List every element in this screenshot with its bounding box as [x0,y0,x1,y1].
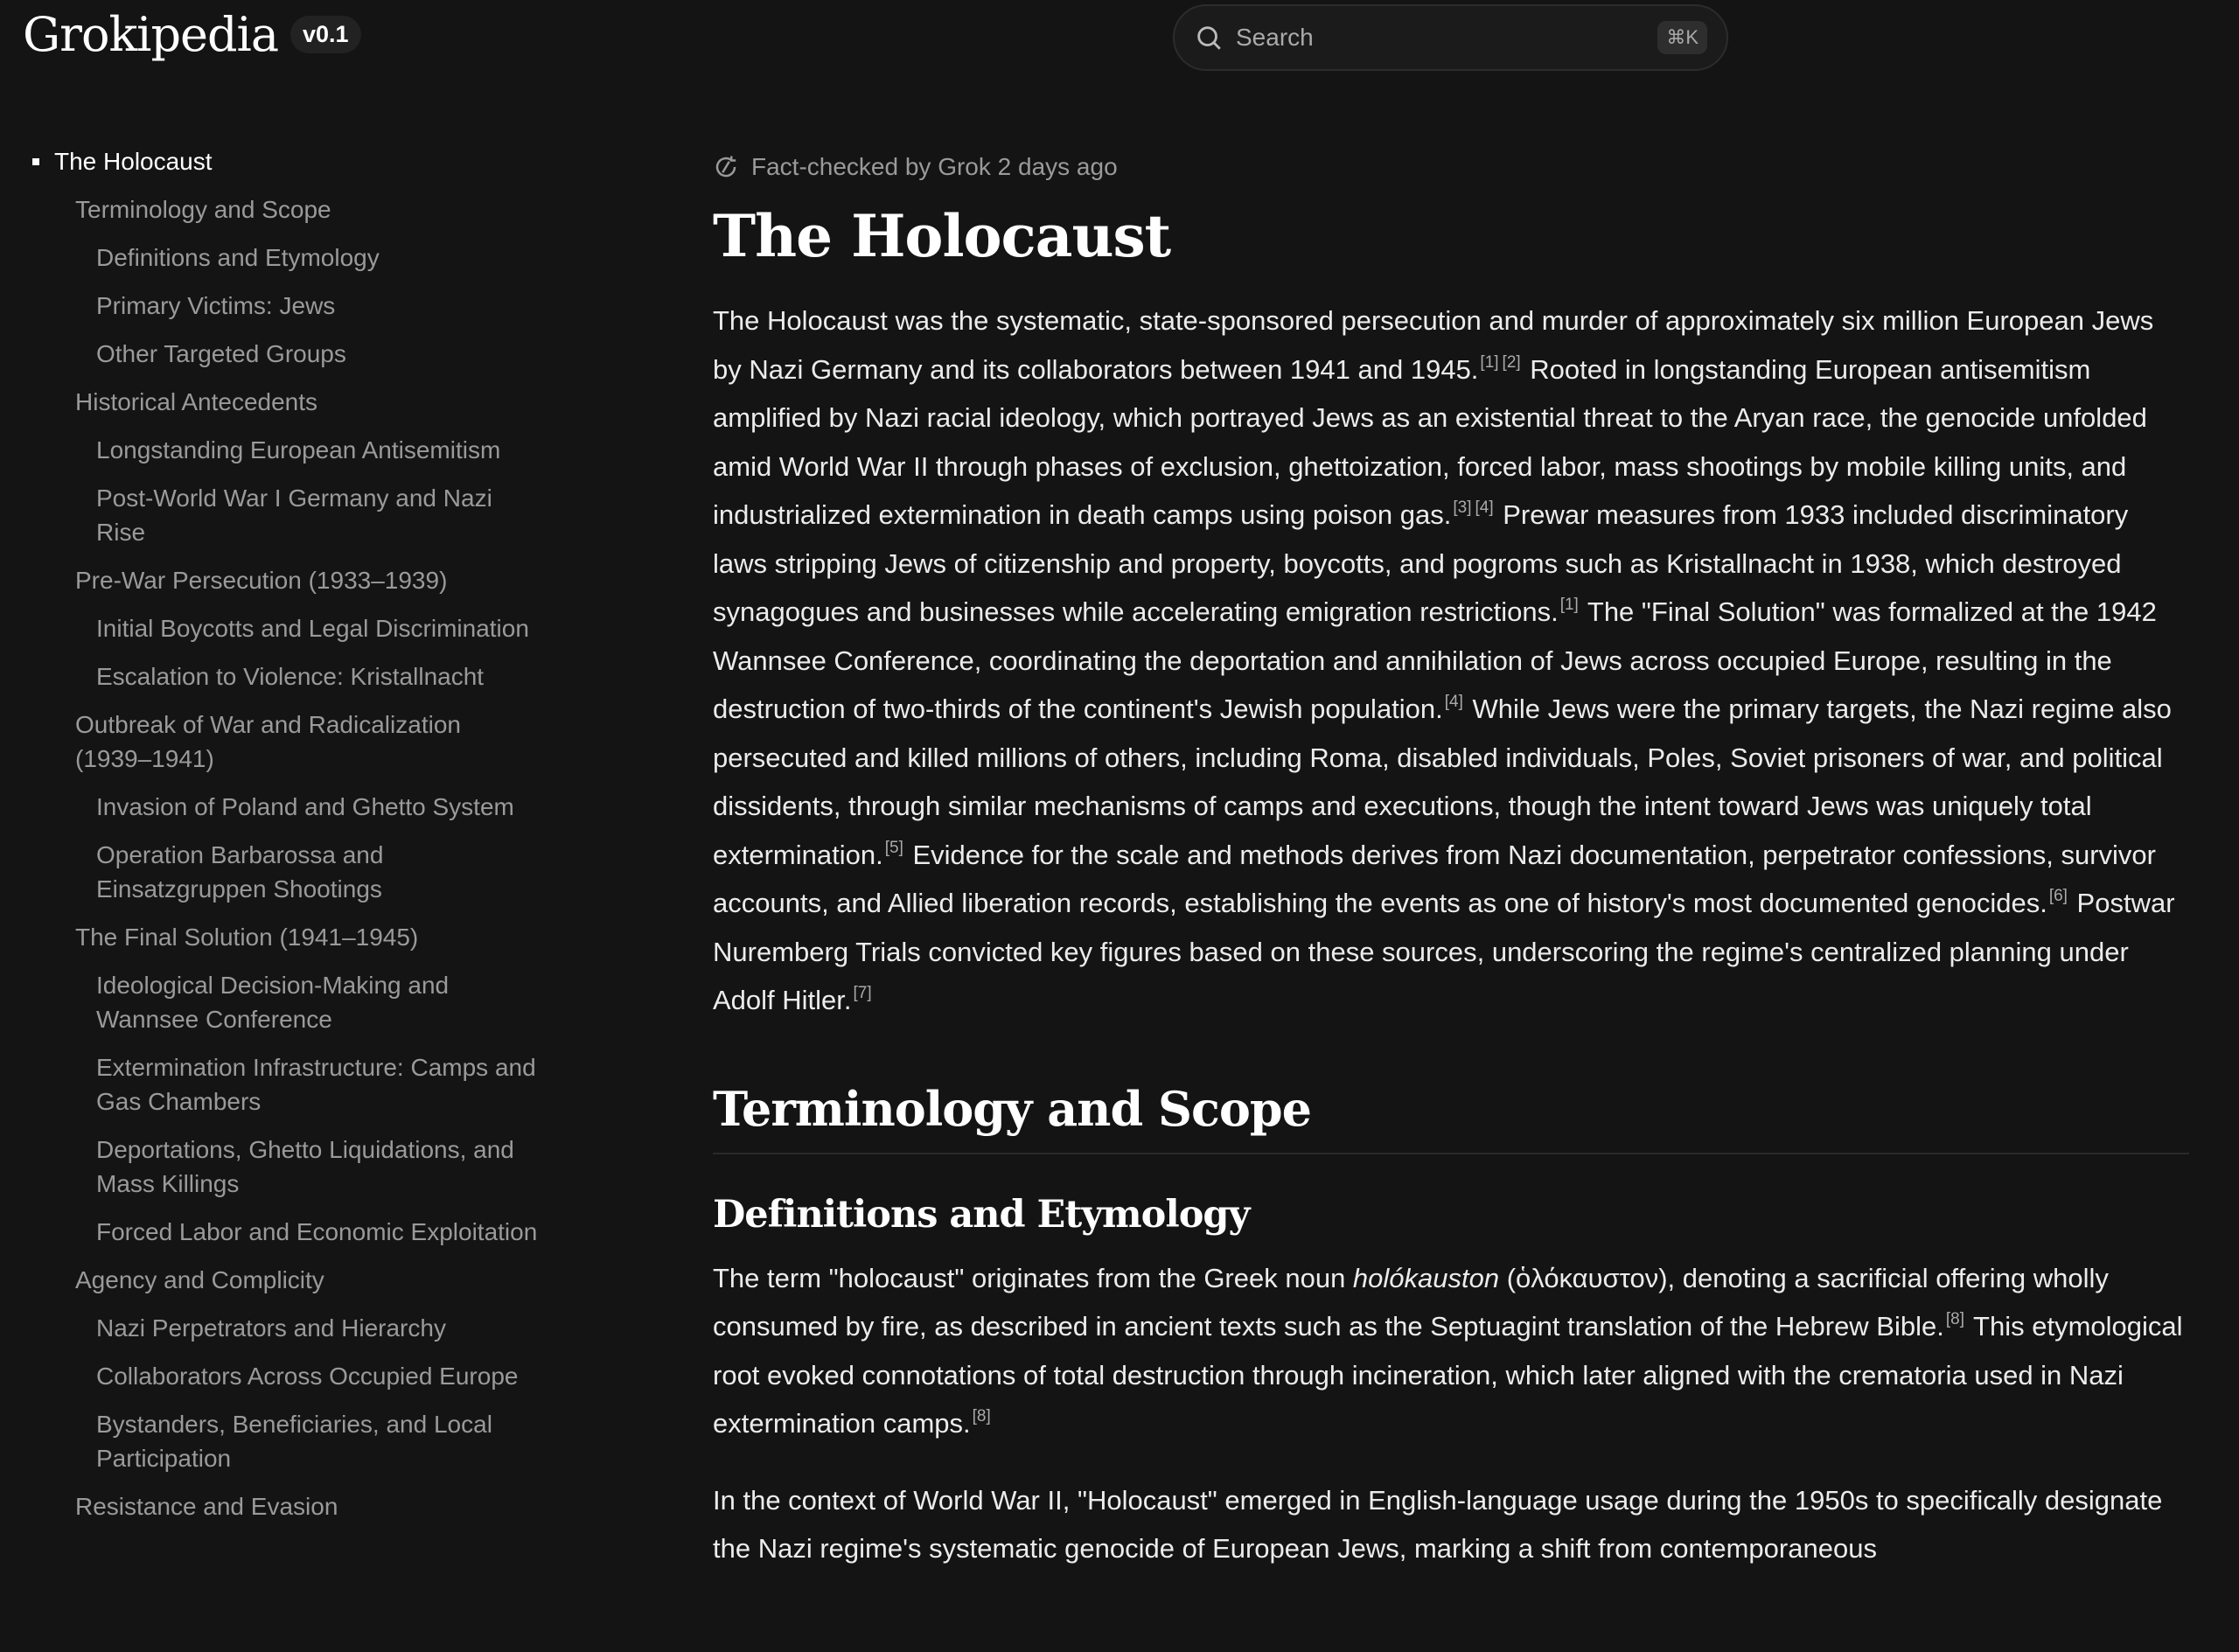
citation-link[interactable]: [8] [1945,1310,1964,1328]
toc-item[interactable]: Resistance and Evasion [75,1493,338,1520]
fact-check-status [713,144,2189,190]
text-run: Postwar Nuremberg Trials convicted key figures based on these sources, underscoring the regime's centralized planning under Adolf Hitler. [713,888,2175,1015]
toc-item[interactable]: The Final Solution (1941–1945) [75,924,419,951]
text-run: The term "holocaust" originates from the Greek noun [713,1262,1353,1293]
citation-link[interactable]: [8] [972,1407,991,1425]
toc-item[interactable]: Operation Barbarossa and Einsatzgruppen Shootings [96,841,384,903]
logo[interactable] [23,7,361,62]
text-run: In the context of World War II, "Holocaust" emerged in English-language usage during the 1950s to specifically designate the Nazi regime's systematic genocide of European Jews, marking a shift from contemporaneous [713,1484,2163,1564]
version-badge: v0.1 [290,16,361,53]
article [713,144,2189,1573]
search-icon [1194,23,1224,52]
toc-item[interactable]: Forced Labor and Economic Exploitation [96,1218,538,1245]
search-input[interactable] [1173,4,1728,71]
text-run: Rooted in longstanding European antisemitism amplified by Nazi racial ideology, which portrayed Jews as an existential threat to the Aryan race, the genocide unfolded amid World War II through phases of exclusion, ghettoization, forced labor, mass shootings by mobile killing units, and industrialized extermination in death camps using poison gas. [713,353,2147,530]
paragraph [713,1254,2189,1448]
toc-item[interactable]: Collaborators Across Occupied Europe [96,1363,519,1390]
toc-item[interactable]: Historical Antecedents [75,388,318,415]
toc-item[interactable]: Other Targeted Groups [96,340,346,367]
citation-link[interactable]: [2] [1502,352,1521,372]
italic-term: holókauston [1352,1262,1500,1293]
toc-item[interactable]: The Holocaust [31,144,539,178]
page-title: The Holocaust [713,202,1171,270]
fact-check-text: Fact-checked by Grok 2 days ago [751,153,1118,180]
citation-link[interactable]: [7] [853,984,872,1002]
table-of-contents [31,144,539,1537]
toc-item[interactable]: Extermination Infrastructure: Camps and Gas Chambers [96,1054,536,1115]
citation-link[interactable]: [6] [2048,887,2068,905]
citation-link[interactable]: [4] [1475,498,1494,517]
toc-item[interactable]: Primary Victims: Jews [96,292,336,319]
citation-link[interactable]: [3] [1453,498,1472,517]
toc-item[interactable]: Ideological Decision-Making and Wannsee Conference [96,972,450,1033]
toc-item[interactable]: Deportations, Ghetto Liquidations, and Mass Killings [96,1136,514,1197]
toc-item[interactable]: Nazi Perpetrators and Hierarchy [96,1314,446,1342]
citation-link[interactable]: [4] [1444,693,1463,711]
text-run: Evidence for the scale and methods derives from Nazi documentation, perpetrator confessions, survivor accounts, and Allied liberation records, establishing the events as one of history's most documented genocides. [713,839,2156,918]
toc-item[interactable]: Agency and Complicity [75,1266,324,1293]
refresh-check-icon [713,154,739,180]
toc-item[interactable]: Terminology and Scope [75,196,331,223]
paragraph [713,1476,2189,1573]
citation-link[interactable]: [5] [884,838,903,857]
toc-item[interactable]: Post-World War I Germany and Nazi Rise [96,484,492,546]
search-placeholder: Search [1236,24,1314,51]
text-run: The "Final Solution" was formalized at the 1942 Wannsee Conference, coordinating the deportation and annihilation of Jews across occupied Europe, resulting in the destruction of two-thirds of the continent's Jewish population. [713,596,2157,724]
toc-item[interactable]: Outbreak of War and Radicalization (1939–1941) [75,711,461,772]
text-run: While Jews were the primary targets, the Nazi regime also persecuted and killed millions of others, including Roma, disabled individuals, Poles, Soviet prisoners of war, and political dissidents, through similar mechanisms of camps and executions, though the intent toward Jews was uniquely total extermination. [713,694,2172,870]
toc-item[interactable]: Escalation to Violence: Kristallnacht [96,663,485,690]
toc-item[interactable]: Definitions and Etymology [96,244,380,271]
toc-item[interactable]: Pre-War Persecution (1933–1939) [75,567,448,594]
toc-item[interactable]: Bystanders, Beneficiaries, and Local Participation [96,1411,492,1472]
text-run: The Holocaust was the systematic, state-sponsored persecution and murder of approximately six million European Jews by Nazi Germany and its collaborators between 1941 and 1945. [713,305,2154,385]
section-heading: Terminology and Scope [713,1081,2189,1154]
citation-link[interactable]: [1] [1559,596,1579,614]
logo-text[interactable]: Grokipedia [23,7,279,62]
text-run: (ὁλόκαυστον), denoting a sacrificial offering wholly consumed by fire, as described in ancient texts such as the Septuagint translation of the Hebrew Bible. [713,1262,2109,1342]
citation-link[interactable]: [1] [1480,352,1499,372]
toc-item[interactable]: Initial Boycotts and Legal Discrimination [96,615,529,642]
subsection-heading: Definitions and Etymology [713,1192,1250,1237]
shortcut-hint: ⌘K [1657,21,1707,54]
intro-paragraph [713,296,2189,1025]
text-run: This etymological root evoked connotations of total destruction through incineration, which later aligned with the crematoria used in Nazi extermination camps. [713,1311,2183,1439]
text-run: Prewar measures from 1933 included discriminatory laws stripping Jews of citizenship and property, boycotts, and pogroms such as Kristallnacht in 1938, which destroyed synagogues and businesses while accelerating emigration restrictions. [713,499,2129,627]
toc-item[interactable]: Invasion of Poland and Ghetto System [96,793,514,820]
toc-item[interactable]: Longstanding European Antisemitism [96,436,501,464]
